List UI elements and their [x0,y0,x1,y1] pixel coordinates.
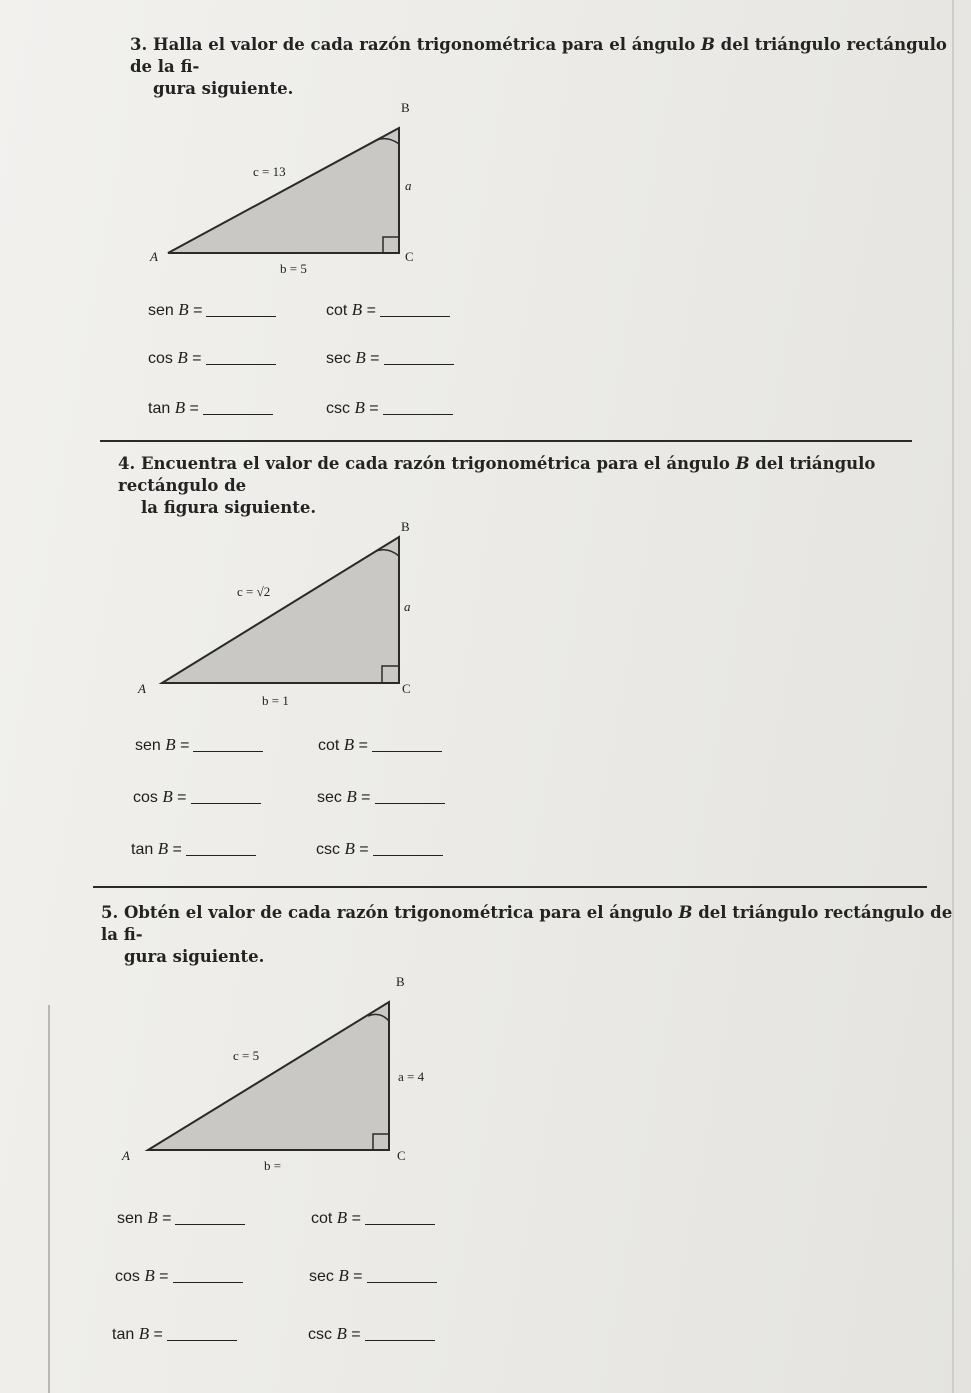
angle-label: B [678,903,693,922]
cos-b-answer[interactable]: cos B = [133,787,261,807]
tan-b-answer[interactable]: tan B = [148,398,273,418]
sec-b-answer[interactable]: sec B = [317,787,445,807]
sen-b-answer[interactable]: sen B = [148,300,276,320]
side-b-label: b = 5 [280,261,307,276]
side-a-label: a = 4 [398,1069,425,1084]
side-b-label: b = 1 [262,693,289,708]
angle-label: B [735,454,750,473]
side-c-label: c = 13 [253,164,286,179]
vertex-b-label: B [396,974,405,989]
triangle-problem-4 [137,519,411,708]
side-a-label: a [405,178,412,193]
side-b-label: b = [264,1158,282,1173]
problem-text-line1: Halla el valor de cada razón trigonométrica para el ángulo [152,35,701,54]
vertex-b-label: B [401,100,410,115]
problem-text-line1-end: del triángulo rectángulo de la fi- [101,903,953,944]
tan-b-answer[interactable]: tan B = [112,1324,237,1344]
section-divider [100,440,912,442]
vertex-c-label: C [405,249,414,264]
problem-text-line1: Encuentra el valor de cada razón trigonométrica para el ángulo [140,454,736,473]
vertex-c-label: C [397,1148,406,1163]
vertex-b-label: B [401,519,410,534]
vertex-a-label: A [122,1148,130,1163]
problem-number: 3. [130,35,148,54]
csc-b-answer[interactable]: csc B = [326,398,453,418]
sec-b-answer[interactable]: sec B = [309,1266,437,1286]
cos-b-answer[interactable]: cos B = [148,348,276,368]
sen-b-answer[interactable]: sen B = [117,1208,245,1228]
problem-5-statement [101,902,971,968]
problem-text-line1: Obtén el valor de cada razón trigonométrica para el ángulo [123,903,679,922]
csc-b-answer[interactable]: csc B = [316,839,443,859]
cot-b-answer[interactable]: cot B = [326,300,450,320]
csc-b-answer[interactable]: csc B = [308,1324,435,1344]
problem-text-line1-end: del triángulo rectángulo de [118,454,876,495]
problem-number: 4. [118,454,136,473]
triangle-problem-5 [121,974,425,1173]
angle-label: B [700,35,715,54]
triangle-problem-3 [149,100,414,276]
cot-b-answer[interactable]: cot B = [311,1208,435,1228]
tan-b-answer[interactable]: tan B = [131,839,256,859]
vertex-a-label: A [138,681,146,696]
right-triangle [148,1002,389,1150]
cot-b-answer[interactable]: cot B = [318,735,442,755]
problem-4-statement [118,453,971,519]
cos-b-answer[interactable]: cos B = [115,1266,243,1286]
right-triangle [162,537,399,683]
side-a-label: a [404,599,411,614]
vertex-a-label: A [150,249,158,264]
side-c-label: c = 5 [233,1048,260,1063]
sen-b-answer[interactable]: sen B = [135,735,263,755]
sec-b-answer[interactable]: sec B = [326,348,454,368]
problem-text-line2: gura siguiente. [153,79,294,98]
section-divider [93,886,927,888]
vertex-c-label: C [402,681,411,696]
side-c-label: c = √2 [237,584,271,599]
problem-number: 5. [101,903,119,922]
problem-text-line2: gura siguiente. [124,947,265,966]
problem-text-line2: la figura siguiente. [141,498,317,517]
problem-text-line1-end: del triángulo rectángulo de la fi- [130,35,947,76]
right-triangle [168,128,399,253]
